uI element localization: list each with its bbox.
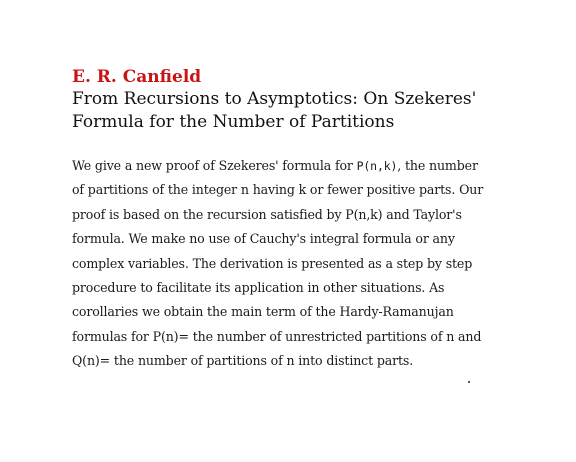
abstract-line-1: [72, 154, 512, 178]
stray-dot: [468, 381, 470, 383]
abstract-line-9: Q(n)= the number of partitions of n into distinct parts.: [72, 353, 414, 369]
abstract-line-6: procedure to facilitate its application in other situations. As: [72, 280, 445, 296]
abstract-line-1-start: We give a new proof of Szekeres' formula for: [72, 158, 357, 173]
title-line-2: Formula for the Number of Partitions: [72, 112, 395, 132]
abstract-line-4: formula. We make no use of Cauchy's integral formula or any: [72, 231, 455, 247]
abstract-line-1-end: , the number: [397, 158, 478, 173]
abstract-formula-pnk: P(n,k): [356, 159, 398, 173]
abstract-line-7: corollaries we obtain the main term of the Hardy-Ramanujan: [72, 304, 454, 320]
abstract-line-3: proof is based on the recursion satisfied by P(n,k) and Taylor's: [72, 206, 462, 222]
author-name: E. R. Canfield: [72, 67, 202, 87]
abstract-line-5: complex variables. The derivation is presented as a step by step: [72, 255, 473, 271]
title-line-1: From Recursions to Asymptotics: On Szekeres': [72, 89, 477, 109]
abstract-text: [72, 154, 512, 374]
paper-title: [72, 88, 512, 134]
abstract-line-2: of partitions of the integer n having k or fewer positive parts. Our: [72, 182, 484, 198]
paper-header-block: [72, 66, 512, 374]
abstract-line-8: formulas for P(n)= the number of unrestricted partitions of n and: [72, 328, 482, 344]
